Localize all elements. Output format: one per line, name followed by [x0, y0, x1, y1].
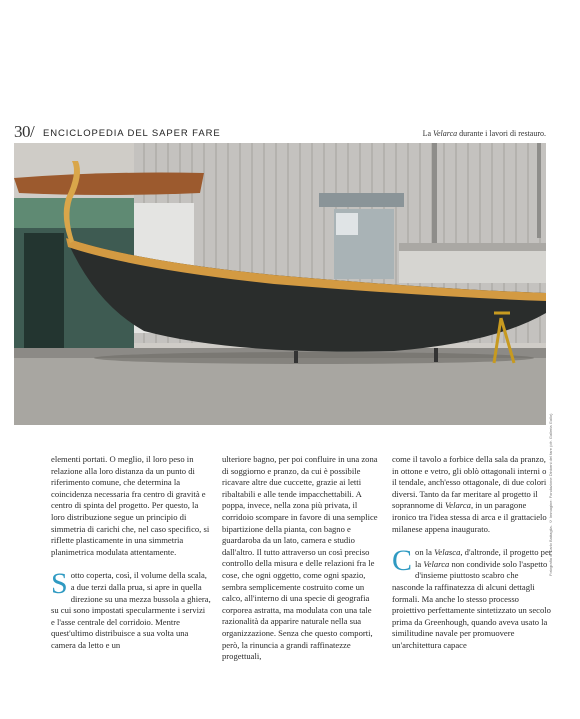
boat-photo: [14, 143, 546, 425]
col3-p2-italic-1: Velasca: [434, 547, 461, 558]
col1-paragraph-2-text: otto coperta, così, il volume della scala, a due terzi dalla prua, si apre in quella direzione su una mezza bussola a ghiera, su cui sono impostati specularmente i servizi e l'asse centrale del corridoio. Mentre quest'ultimo distribuisce a sua volta una camera da letto e un: [51, 570, 211, 650]
boat-photo-illustration: [14, 143, 546, 425]
col1-paragraph-1: elementi portati. O meglio, il loro peso in relazione alla loro distanza da un punto di riferimento comune, che determina la coincidenza necessaria fra centro di gravità e centro di spinta del progetto. Per questo, la loro distribuzione segue un principio di simmetria di carichi che, nel caso specifico, si riflette plasticamente in una simmetria planimetrica modulata attentamente.: [51, 454, 210, 557]
dropcap-c: C: [392, 544, 413, 578]
col3-p2-a: on la: [415, 547, 435, 558]
col3-paragraph-2: [392, 544, 552, 651]
dropcap-s: S: [51, 567, 68, 601]
photo-caption: [423, 129, 546, 138]
col3-paragraph-1: [392, 454, 552, 535]
page-header: [14, 122, 546, 143]
caption-prefix: La: [422, 129, 433, 138]
caption-italic: Velarca: [433, 129, 458, 138]
col3-p2-b: , d'altronde, il progetto per la: [415, 547, 552, 569]
section-title: ENCICLOPEDIA DEL SAPER FARE: [43, 128, 221, 139]
col3-p1-a: come il tavolo a forbice della sala da pranzo, in ottone e vetro, gli oblò ottagonali interni o il tendale, anch'esso ottagonale, di due colori diversi. Tanto da far meritare al progetto il soprannome di: [392, 454, 547, 511]
col3-p1-italic: Velarca: [445, 500, 471, 511]
text-column-2: [222, 454, 382, 663]
col3-p1-b: , in un paragone ironico tra l'idea stessa di arca e il grattacielo milanese appena inaugurato.: [392, 500, 547, 534]
text-column-3: [392, 454, 552, 652]
col1-paragraph-2: [51, 567, 211, 651]
col2-paragraph-1: ulteriore bagno, per poi confluire in una zona di soggiorno e pranzo, da cui è possibile ricavare altre due cuccette, grazie ai letti ribaltabili e alle tende impacchettabili. A poppa, invece, nella zona più privata, il corridoio scompare in favore di una semplice bipartizione della pianta, con bagno e guardaroba da un lato, camera e studio dall'altro. Il tutto attraverso un così preciso controllo della misura e delle relazioni fra le cose, che ogni oggetto, come ogni spazio, sembra semplicemente costruito come un calco, all'interno di una specie di geografia corporea astratta, ma modulata con una tale razionalità da apparire naturale nella sua organizzazione. Senza che questo comporti, però, la rinuncia a grandi raffinatezze progettuali,: [222, 454, 378, 662]
col3-p2-c: non condivide solo l'aspetto d'insieme piuttosto scabro che nasconde la raffinatezza di alcuni dettagli formali. Ma anche lo stesso processo proiettivo perfettamente sintetizzato un secolo prima da Greenhough, quando aveva usato la similitudine navale per promuovere un'architettura capace: [392, 558, 551, 650]
page-number: 30/: [14, 122, 35, 141]
text-column-1: [51, 454, 211, 652]
photo-credit: Fotografia di Carlo Battaglia. © Immagine: Fondazione Dintorni del fare (cfr. Galleria Gallo): [548, 413, 553, 576]
col3-p2-italic-2: Velarca: [423, 558, 450, 569]
caption-suffix: durante i lavori di restauro.: [457, 129, 546, 138]
